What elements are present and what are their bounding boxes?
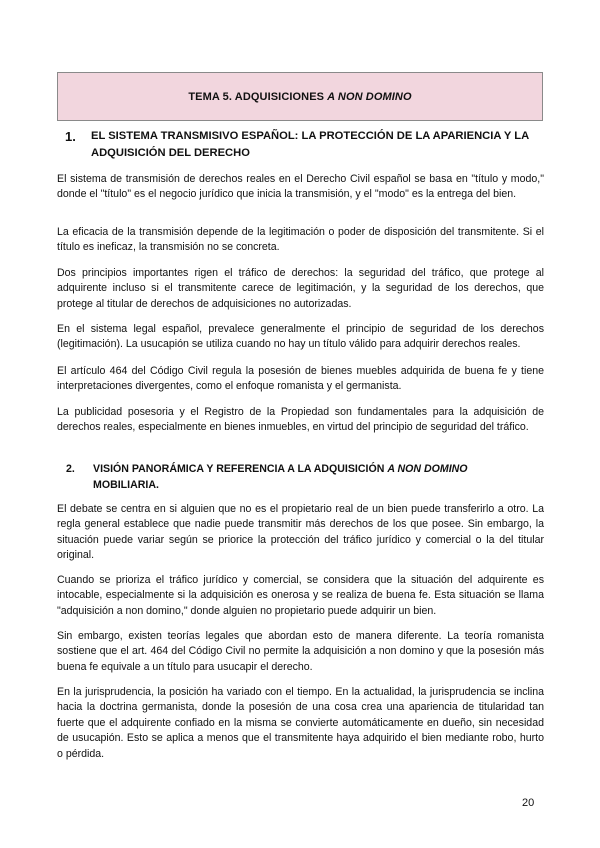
section-2-title-italic: A NON DOMINO — [387, 463, 468, 475]
section-2-number: 2. — [66, 463, 75, 475]
section-1-title: EL SISTEMA TRANSMISIVO ESPAÑOL: LA PROTECCIÓN DE LA APARIENCIA Y LA ADQUISICIÓN DEL DERECHO — [91, 130, 529, 159]
chapter-title-italic: A NON DOMINO — [327, 90, 412, 103]
paragraph: El sistema de transmisión de derechos reales en el Derecho Civil español se basa en "título y modo," donde el "título" es el negocio jurídico que inicia la transmisión, y el "modo" es la entrega del bien. — [57, 173, 544, 201]
paragraph: La publicidad posesoria y el Registro de la Propiedad son fundamentales para la adquisición de derechos reales, especialmente en bienes inmuebles, en virtud del principio de seguridad del tráfico. — [57, 406, 544, 434]
page-number: 20 — [522, 797, 535, 809]
paragraph: El artículo 464 del Código Civil regula la posesión de bienes muebles adquirida de buena fe y tiene interpretaciones divergentes, como el enfoque romanista y el germanista. — [57, 365, 544, 393]
paragraph: Dos principios importantes rigen el tráfico de derechos: la seguridad del tráfico, que protege al adquirente incluso si el transmitente carece de legitimación, y la seguridad de los derechos, que protege al titular de derechos de adquisiciones no autorizadas. — [57, 267, 544, 310]
paragraph: La eficacia de la transmisión depende de la legitimación o poder de disposición del transmitente. Si el título es ineficaz, la transmisión no se concreta. — [57, 226, 544, 254]
section-2-title: VISIÓN PANORÁMICA Y REFERENCIA A LA ADQUISICIÓN — [93, 463, 385, 475]
paragraph: Cuando se prioriza el tráfico jurídico y comercial, se considera que la situación del adquirente es intocable, especialmente si la adquisición es onerosa y se realiza de buena fe. Esta situación se llama "adquisición a non domino," donde alguien no propietario puede adquirir un bien. — [57, 574, 544, 617]
section-2-heading — [66, 462, 546, 493]
section-1-heading — [65, 128, 545, 162]
chapter-title: TEMA 5. ADQUISICIONES — [188, 90, 325, 103]
chapter-title-box — [57, 72, 543, 121]
paragraph: El debate se centra en si alguien que no es el propietario real de un bien puede transferirlo a otro. La regla general establece que nadie puede transmitir más derechos de los que posee. Sin embargo, la situación puede variar según se priorice la protección del tráfico jurídico y comercial o la del titular original. — [57, 503, 544, 562]
section-2-title-end: MOBILIARIA. — [93, 478, 159, 491]
paragraph: En el sistema legal español, prevalece generalmente el principio de seguridad de los derechos (legitimación). La usucapión se utiliza cuando no hay un título válido para adquirir derechos reales. — [57, 323, 544, 351]
section-1-number: 1. — [65, 129, 76, 144]
paragraph: Sin embargo, existen teorías legales que abordan esto de manera diferente. La teoría romanista sostiene que el art. 464 del Código Civil no permite la adquisición a non domino y que la posesión más buena fe equivale a un título para usucapir el derecho. — [57, 630, 544, 673]
paragraph: En la jurisprudencia, la posición ha variado con el tiempo. En la actualidad, la jurisprudencia se inclina hacia la doctrina germanista, donde la posesión de una cosa crea una apariencia de titularidad tan fuerte que el adquirente confiado en la misma se convierte automáticamente en dueño, sin necesidad de usucapión. Esto se aplica a menos que el transmitente haya adquirido el bien mediante robo, hurto o pérdida. — [57, 686, 544, 760]
